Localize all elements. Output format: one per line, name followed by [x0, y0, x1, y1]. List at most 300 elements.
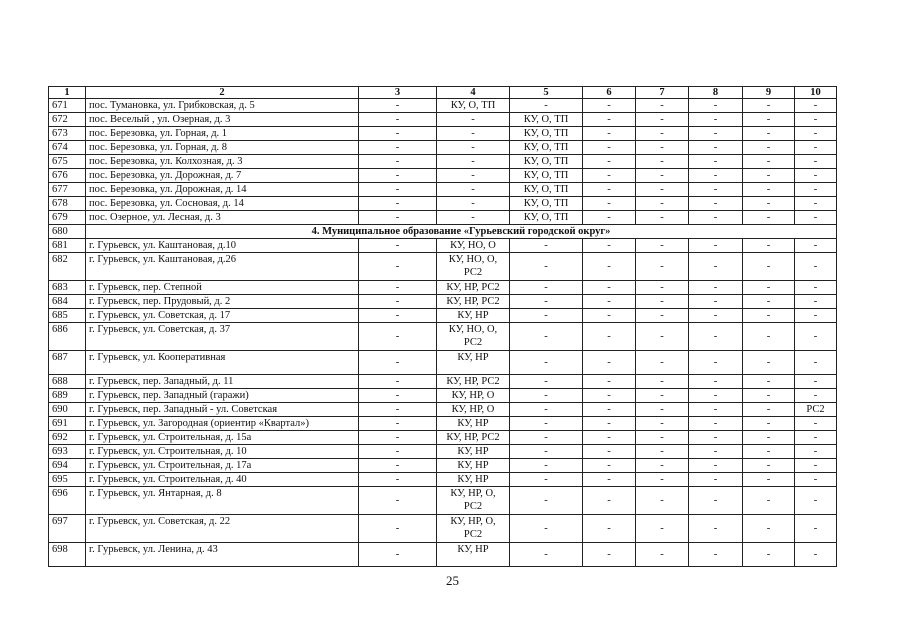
value-cell: -: [510, 543, 583, 567]
address-cell: г. Гурьевск, ул. Строительная, д. 17а: [86, 459, 359, 473]
value-cell: -: [795, 183, 837, 197]
address-cell: пос. Березовка, ул. Дорожная, д. 7: [86, 169, 359, 183]
table-row: [49, 515, 837, 543]
value-cell: КУ, О, ТП: [510, 113, 583, 127]
value-cell: -: [359, 183, 437, 197]
row-number-cell: 675: [49, 155, 86, 169]
value-cell: -: [795, 253, 837, 281]
value-cell: -: [743, 169, 795, 183]
value-cell: 8: [689, 87, 743, 99]
table-row: [49, 155, 837, 169]
value-cell: -: [437, 197, 510, 211]
value-cell: -: [510, 515, 583, 543]
value-cell: -: [743, 431, 795, 445]
value-cell: -: [510, 375, 583, 389]
value-cell: КУ, О, ТП: [510, 197, 583, 211]
value-cell: КУ, НР, РС2: [437, 375, 510, 389]
address-cell: пос. Березовка, ул. Горная, д. 8: [86, 141, 359, 155]
value-cell: КУ, НР: [437, 309, 510, 323]
value-cell: -: [583, 323, 636, 351]
row-number-cell: 687: [49, 351, 86, 375]
value-cell: -: [636, 141, 689, 155]
value-cell: -: [689, 351, 743, 375]
value-cell: -: [359, 375, 437, 389]
value-cell: -: [583, 141, 636, 155]
value-cell: -: [636, 113, 689, 127]
value-cell: -: [510, 281, 583, 295]
row-number-cell: 686: [49, 323, 86, 351]
value-cell: -: [743, 239, 795, 253]
table-row: [49, 141, 837, 155]
value-cell: -: [689, 323, 743, 351]
value-cell: 4: [437, 87, 510, 99]
value-cell: -: [795, 281, 837, 295]
value-cell: -: [510, 295, 583, 309]
value-cell: -: [795, 351, 837, 375]
value-cell: -: [359, 239, 437, 253]
address-cell: г. Гурьевск, пер. Прудовый, д. 2: [86, 295, 359, 309]
value-cell: -: [583, 473, 636, 487]
value-cell: -: [636, 253, 689, 281]
value-cell: -: [359, 155, 437, 169]
value-cell: -: [636, 431, 689, 445]
value-cell: -: [689, 473, 743, 487]
value-cell: -: [510, 473, 583, 487]
value-cell: -: [510, 487, 583, 515]
address-cell: 2: [86, 87, 359, 99]
value-cell: КУ, НР: [437, 417, 510, 431]
value-cell: -: [743, 543, 795, 567]
value-cell: КУ, НР, РС2: [437, 281, 510, 295]
value-cell: КУ, О, ТП: [510, 127, 583, 141]
table-row: [49, 389, 837, 403]
row-number-cell: 679: [49, 211, 86, 225]
value-cell: -: [636, 197, 689, 211]
value-cell: -: [583, 351, 636, 375]
value-cell: -: [583, 127, 636, 141]
value-cell: -: [689, 445, 743, 459]
value-cell: -: [636, 239, 689, 253]
value-cell: -: [510, 239, 583, 253]
row-number-cell: 680: [49, 225, 86, 239]
value-cell: -: [510, 389, 583, 403]
value-cell: 7: [636, 87, 689, 99]
value-cell: -: [743, 389, 795, 403]
value-cell: -: [359, 99, 437, 113]
value-cell: -: [743, 113, 795, 127]
row-number-cell: 681: [49, 239, 86, 253]
value-cell: -: [743, 127, 795, 141]
value-cell: -: [636, 543, 689, 567]
address-cell: пос. Березовка, ул. Горная, д. 1: [86, 127, 359, 141]
row-number-cell: 689: [49, 389, 86, 403]
value-cell: -: [583, 417, 636, 431]
value-cell: -: [510, 445, 583, 459]
value-cell: -: [359, 309, 437, 323]
value-cell: -: [795, 309, 837, 323]
value-cell: -: [689, 239, 743, 253]
value-cell: -: [583, 431, 636, 445]
table-row: [49, 295, 837, 309]
table-header-row: [49, 87, 837, 99]
value-cell: -: [743, 281, 795, 295]
value-cell: -: [743, 155, 795, 169]
table-row: [49, 403, 837, 417]
value-cell: -: [689, 183, 743, 197]
value-cell: -: [795, 459, 837, 473]
value-cell: 10: [795, 87, 837, 99]
value-cell: -: [689, 141, 743, 155]
address-cell: пос. Березовка, ул. Дорожная, д. 14: [86, 183, 359, 197]
value-cell: -: [359, 403, 437, 417]
value-cell: -: [743, 375, 795, 389]
value-cell: -: [689, 417, 743, 431]
value-cell: -: [583, 309, 636, 323]
value-cell: КУ, НО, О, РС2: [437, 323, 510, 351]
table-row: [49, 445, 837, 459]
table-row: [49, 417, 837, 431]
value-cell: -: [583, 183, 636, 197]
value-cell: -: [583, 375, 636, 389]
value-cell: -: [743, 487, 795, 515]
value-cell: 5: [510, 87, 583, 99]
address-cell: г. Гурьевск, ул. Загородная (ориентир «Квартал»): [86, 417, 359, 431]
row-number-cell: 672: [49, 113, 86, 127]
table-row: [49, 473, 837, 487]
table-row: [49, 197, 837, 211]
row-number-cell: 694: [49, 459, 86, 473]
table-row: [49, 351, 837, 375]
value-cell: -: [359, 197, 437, 211]
value-cell: -: [583, 295, 636, 309]
value-cell: -: [743, 141, 795, 155]
value-cell: КУ, НР: [437, 445, 510, 459]
value-cell: -: [583, 543, 636, 567]
value-cell: -: [510, 253, 583, 281]
value-cell: -: [359, 295, 437, 309]
value-cell: -: [636, 211, 689, 225]
value-cell: -: [636, 155, 689, 169]
row-number-cell: 688: [49, 375, 86, 389]
value-cell: -: [359, 281, 437, 295]
address-cell: пос. Березовка, ул. Колхозная, д. 3: [86, 155, 359, 169]
row-number-cell: 690: [49, 403, 86, 417]
value-cell: -: [359, 445, 437, 459]
value-cell: 6: [583, 87, 636, 99]
row-number-cell: 678: [49, 197, 86, 211]
value-cell: 3: [359, 87, 437, 99]
value-cell: КУ, О, ТП: [437, 99, 510, 113]
value-cell: -: [689, 99, 743, 113]
row-number-cell: 673: [49, 127, 86, 141]
row-number-cell: 691: [49, 417, 86, 431]
value-cell: КУ, НР, О, РС2: [437, 515, 510, 543]
value-cell: -: [437, 113, 510, 127]
address-cell: пос. Тумановка, ул. Грибковская, д. 5: [86, 99, 359, 113]
value-cell: -: [510, 459, 583, 473]
value-cell: -: [636, 487, 689, 515]
section-title: 4. Муниципальное образование «Гурьевский городской округ»: [86, 225, 837, 239]
section-row: [49, 225, 837, 239]
value-cell: -: [359, 211, 437, 225]
value-cell: -: [359, 113, 437, 127]
table-row: [49, 375, 837, 389]
value-cell: КУ, НР, О: [437, 403, 510, 417]
value-cell: -: [795, 323, 837, 351]
address-cell: пос. Веселый , ул. Озерная, д. 3: [86, 113, 359, 127]
value-cell: -: [689, 253, 743, 281]
value-cell: -: [743, 417, 795, 431]
value-cell: -: [795, 99, 837, 113]
value-cell: -: [795, 295, 837, 309]
row-number-cell: 683: [49, 281, 86, 295]
value-cell: -: [583, 403, 636, 417]
table-row: [49, 239, 837, 253]
value-cell: -: [359, 141, 437, 155]
value-cell: -: [689, 487, 743, 515]
value-cell: -: [689, 295, 743, 309]
value-cell: -: [636, 295, 689, 309]
value-cell: -: [510, 309, 583, 323]
value-cell: -: [795, 389, 837, 403]
value-cell: -: [636, 127, 689, 141]
value-cell: -: [437, 141, 510, 155]
address-cell: г. Гурьевск, ул. Каштановая, д.26: [86, 253, 359, 281]
value-cell: -: [583, 459, 636, 473]
address-cell: г. Гурьевск, ул. Янтарная, д. 8: [86, 487, 359, 515]
value-cell: -: [689, 515, 743, 543]
value-cell: -: [689, 403, 743, 417]
table-row: [49, 281, 837, 295]
value-cell: -: [795, 169, 837, 183]
value-cell: -: [743, 515, 795, 543]
address-cell: г. Гурьевск, ул. Строительная, д. 40: [86, 473, 359, 487]
value-cell: -: [795, 417, 837, 431]
value-cell: -: [636, 169, 689, 183]
value-cell: -: [510, 99, 583, 113]
table-row: [49, 459, 837, 473]
value-cell: -: [743, 323, 795, 351]
value-cell: -: [583, 239, 636, 253]
table-row: [49, 127, 837, 141]
value-cell: -: [689, 155, 743, 169]
table-row: [49, 183, 837, 197]
value-cell: -: [359, 323, 437, 351]
value-cell: -: [359, 515, 437, 543]
row-number-cell: 697: [49, 515, 86, 543]
value-cell: -: [636, 417, 689, 431]
value-cell: -: [510, 417, 583, 431]
value-cell: -: [583, 389, 636, 403]
address-cell: г. Гурьевск, ул. Советская, д. 22: [86, 515, 359, 543]
value-cell: -: [743, 211, 795, 225]
value-cell: -: [437, 169, 510, 183]
value-cell: -: [359, 487, 437, 515]
value-cell: -: [743, 309, 795, 323]
value-cell: -: [743, 473, 795, 487]
value-cell: -: [795, 141, 837, 155]
value-cell: -: [795, 375, 837, 389]
value-cell: КУ, НР, РС2: [437, 431, 510, 445]
address-cell: пос. Березовка, ул. Сосновая, д. 14: [86, 197, 359, 211]
value-cell: КУ, НР: [437, 543, 510, 567]
address-cell: г. Гурьевск, ул. Кооперативная: [86, 351, 359, 375]
address-cell: г. Гурьевск, пер. Западный (гаражи): [86, 389, 359, 403]
address-cell: г. Гурьевск, ул. Советская, д. 37: [86, 323, 359, 351]
value-cell: -: [359, 389, 437, 403]
value-cell: -: [795, 211, 837, 225]
value-cell: -: [795, 127, 837, 141]
value-cell: КУ, О, ТП: [510, 169, 583, 183]
value-cell: -: [689, 127, 743, 141]
data-table: [48, 86, 837, 567]
value-cell: -: [359, 473, 437, 487]
value-cell: -: [689, 459, 743, 473]
value-cell: -: [510, 351, 583, 375]
value-cell: -: [359, 253, 437, 281]
value-cell: КУ, НР, О, РС2: [437, 487, 510, 515]
value-cell: КУ, НР: [437, 473, 510, 487]
value-cell: -: [795, 445, 837, 459]
value-cell: -: [795, 239, 837, 253]
value-cell: КУ, НР: [437, 459, 510, 473]
value-cell: РС2: [795, 403, 837, 417]
value-cell: -: [689, 169, 743, 183]
value-cell: КУ, НР: [437, 351, 510, 375]
value-cell: -: [689, 309, 743, 323]
value-cell: -: [743, 403, 795, 417]
value-cell: -: [795, 515, 837, 543]
value-cell: -: [743, 197, 795, 211]
value-cell: КУ, НР, О: [437, 389, 510, 403]
address-cell: г. Гурьевск, ул. Строительная, д. 10: [86, 445, 359, 459]
value-cell: -: [636, 351, 689, 375]
value-cell: -: [437, 127, 510, 141]
row-number-cell: 676: [49, 169, 86, 183]
address-cell: г. Гурьевск, пер. Степной: [86, 281, 359, 295]
table-row: [49, 253, 837, 281]
value-cell: КУ, О, ТП: [510, 211, 583, 225]
value-cell: -: [795, 473, 837, 487]
value-cell: -: [636, 459, 689, 473]
value-cell: -: [583, 113, 636, 127]
value-cell: -: [583, 211, 636, 225]
value-cell: -: [510, 431, 583, 445]
value-cell: КУ, О, ТП: [510, 155, 583, 169]
table-row: [49, 543, 837, 567]
value-cell: КУ, НР, РС2: [437, 295, 510, 309]
value-cell: -: [636, 473, 689, 487]
value-cell: -: [437, 211, 510, 225]
row-number-cell: 698: [49, 543, 86, 567]
row-number-cell: 684: [49, 295, 86, 309]
value-cell: -: [743, 99, 795, 113]
value-cell: -: [583, 99, 636, 113]
value-cell: -: [689, 113, 743, 127]
value-cell: -: [583, 445, 636, 459]
value-cell: -: [583, 253, 636, 281]
value-cell: -: [795, 155, 837, 169]
value-cell: -: [583, 155, 636, 169]
value-cell: -: [636, 281, 689, 295]
value-cell: -: [743, 459, 795, 473]
value-cell: -: [743, 253, 795, 281]
value-cell: -: [743, 351, 795, 375]
value-cell: -: [359, 417, 437, 431]
value-cell: -: [583, 169, 636, 183]
table-row: [49, 169, 837, 183]
value-cell: -: [795, 113, 837, 127]
value-cell: -: [636, 445, 689, 459]
value-cell: -: [510, 403, 583, 417]
row-number-cell: 692: [49, 431, 86, 445]
row-number-cell: 674: [49, 141, 86, 155]
value-cell: -: [583, 281, 636, 295]
value-cell: -: [636, 99, 689, 113]
value-cell: КУ, НО, О, РС2: [437, 253, 510, 281]
value-cell: -: [689, 389, 743, 403]
value-cell: -: [795, 431, 837, 445]
value-cell: -: [743, 183, 795, 197]
value-cell: -: [636, 323, 689, 351]
row-number-cell: 685: [49, 309, 86, 323]
value-cell: -: [359, 431, 437, 445]
table-row: [49, 431, 837, 445]
value-cell: -: [795, 197, 837, 211]
value-cell: -: [636, 375, 689, 389]
value-cell: -: [359, 459, 437, 473]
row-number-cell: 671: [49, 99, 86, 113]
row-number-cell: 693: [49, 445, 86, 459]
value-cell: -: [359, 543, 437, 567]
value-cell: -: [636, 309, 689, 323]
value-cell: -: [743, 445, 795, 459]
table-row: [49, 211, 837, 225]
row-number-cell: 677: [49, 183, 86, 197]
row-number-cell: 695: [49, 473, 86, 487]
value-cell: -: [795, 487, 837, 515]
value-cell: -: [636, 403, 689, 417]
table-row: [49, 309, 837, 323]
value-cell: -: [689, 211, 743, 225]
table-row: [49, 323, 837, 351]
address-cell: г. Гурьевск, ул. Советская, д. 17: [86, 309, 359, 323]
address-cell: г. Гурьевск, ул. Каштановая, д.10: [86, 239, 359, 253]
value-cell: -: [359, 351, 437, 375]
address-cell: г. Гурьевск, пер. Западный - ул. Советская: [86, 403, 359, 417]
value-cell: -: [689, 197, 743, 211]
value-cell: -: [437, 183, 510, 197]
value-cell: 9: [743, 87, 795, 99]
value-cell: -: [689, 375, 743, 389]
value-cell: -: [359, 127, 437, 141]
value-cell: КУ, О, ТП: [510, 141, 583, 155]
address-cell: г. Гурьевск, ул. Строительная, д. 15а: [86, 431, 359, 445]
row-number-cell: 696: [49, 487, 86, 515]
value-cell: -: [795, 543, 837, 567]
value-cell: -: [510, 323, 583, 351]
value-cell: -: [437, 155, 510, 169]
value-cell: -: [636, 515, 689, 543]
address-cell: г. Гурьевск, пер. Западный, д. 11: [86, 375, 359, 389]
value-cell: -: [689, 281, 743, 295]
value-cell: -: [583, 515, 636, 543]
row-number-cell: 1: [49, 87, 86, 99]
value-cell: -: [636, 389, 689, 403]
table-row: [49, 113, 837, 127]
value-cell: -: [689, 431, 743, 445]
value-cell: КУ, НО, О: [437, 239, 510, 253]
